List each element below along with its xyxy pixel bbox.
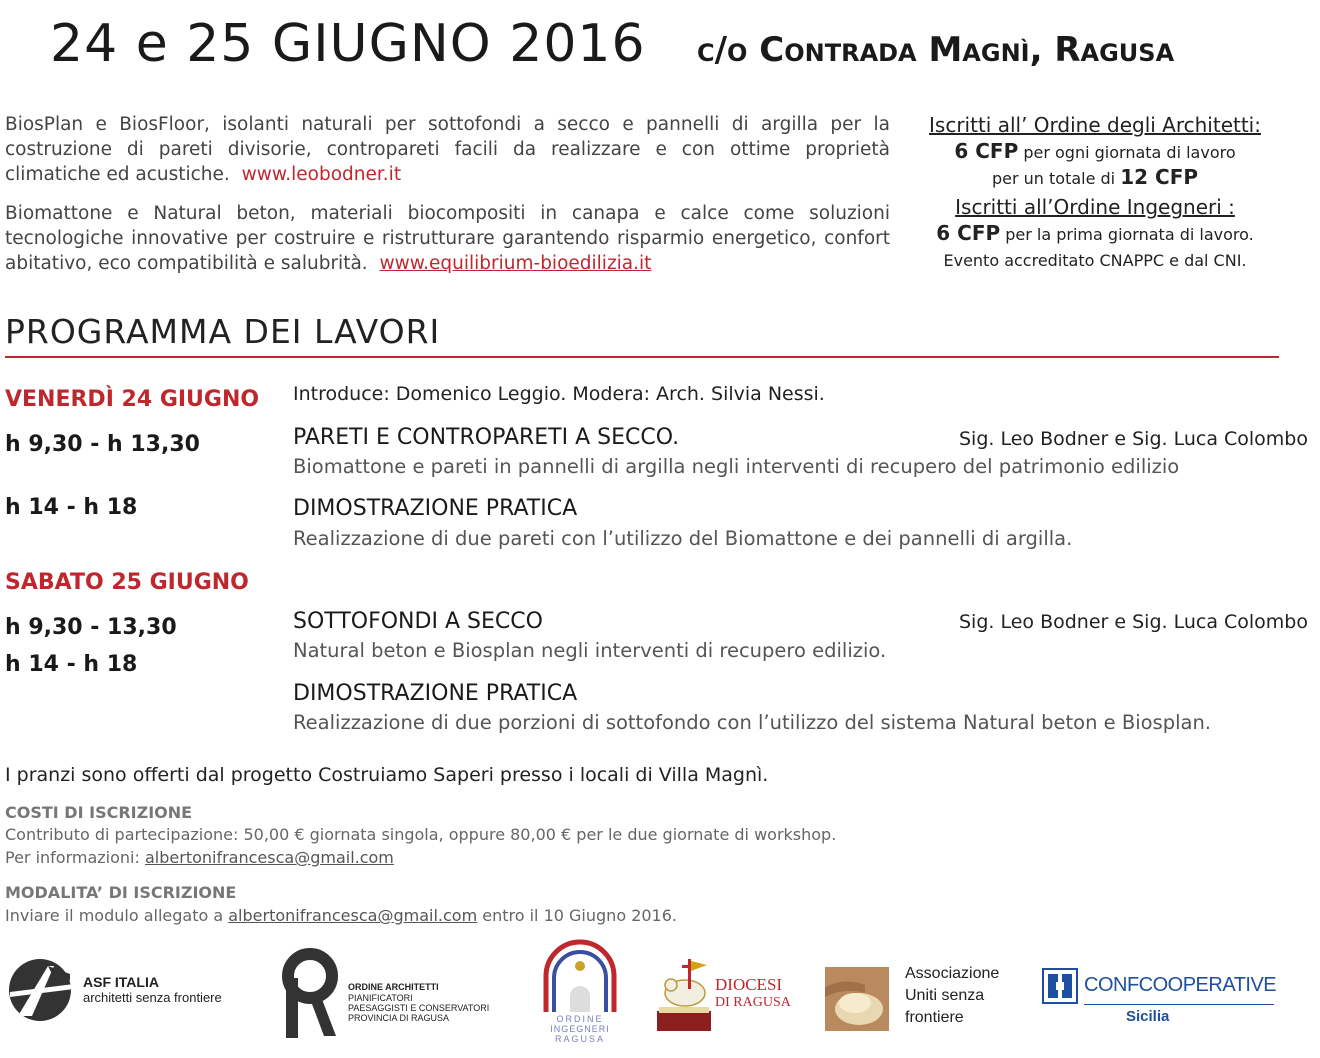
oa-line4: PROVINCIA DI RAGUSA [348,1013,450,1023]
ing-line2: INGEGNERI [550,1024,610,1034]
day2-speaker1: Sig. Leo Bodner e Sig. Luca Colombo [958,611,1308,633]
day2-desc1: Natural beton e Biosplan negli interventi di recupero edilizio. [293,639,887,662]
architects-mark-icon [280,948,340,1040]
event-location: c/o Contrada Magnì, Ragusa [697,30,1175,70]
day1-intro: Introduce: Domenico Leggio. Modera: Arch. Silvia Nessi. [293,383,825,405]
intro-paragraph-2 [5,201,890,276]
ing-line1: ORDINE [556,1014,604,1024]
architects-cfp: 6 CFP [954,139,1019,163]
registration-pre: Inviare il modulo allegato a [5,906,224,925]
registration-title: MODALITA’ DI ISCRIZIONE [5,883,237,902]
architects-total-label: per un totale di [991,169,1116,188]
diocesi-crest-icon [655,955,715,1035]
auf-line1: Associazione [905,965,1000,982]
engineers-cfp: 6 CFP [936,221,1001,245]
architects-cfp-desc: per ogni giornata di lavoro [1023,143,1236,162]
architects-title: Iscritti all’ Ordine degli Architetti: [929,113,1261,137]
conf-line2: Sicilia [1126,1008,1170,1025]
oa-line3: PAESAGGISTI E CONSERVATORI [348,1003,490,1013]
auf-line3: frontiere [905,1009,964,1026]
day2-topic2: DIMOSTRAZIONE PRATICA [293,681,578,706]
costs-text: Contributo di partecipazione: 50,00 € giornata singola, oppure 80,00 € per le due giornate di workshop. [5,825,837,844]
registration-line [5,906,677,925]
engineers-cfp-desc: per la prima giornata di lavoro. [1005,225,1254,244]
asf-tagline: architetti senza frontiere [83,990,222,1005]
accreditation-note: Evento accreditato CNAPPC e dal CNI. [943,251,1247,270]
day1-label: VENERDÌ 24 GIUGNO [5,387,260,412]
day1-speaker1: Sig. Leo Bodner e Sig. Luca Colombo [958,428,1308,450]
confcoop-mark-icon [1042,968,1078,1004]
oa-line2: PIANIFICATORI [348,993,413,1003]
diocesi-line2: DI RAGUSA [715,995,791,1010]
architects-total: 12 CFP [1120,165,1199,189]
leobodner-link[interactable]: www.leobodner.it [241,164,402,185]
ordine-ingegneri-logo [540,936,620,1048]
cfp-info [900,113,1290,270]
confcooperative-logo [1040,966,1280,1028]
info-label: Per informazioni: [5,848,140,867]
info-line [5,848,394,867]
engineers-title: Iscritti all’Ordine Ingegneri : [955,195,1235,219]
registration-email-link[interactable]: albertonifrancesca@gmail.com [228,906,478,925]
intro-paragraph-1 [5,112,890,187]
day2-time2: h 14 - h 18 [5,652,138,677]
day1-desc1: Biomattone e pareti in pannelli di argilla negli interventi di recupero del patrimonio edilizio [293,455,1180,478]
uniti-senza-frontiere-logo [825,965,1025,1033]
intro-text-1: BiosPlan e BiosFloor, isolanti naturali per sottofondi a secco e pannelli di argilla per la costruzione di pareti divisorie, contropareti facili da realizzare e con ottime proprietà climatiche ed acustiche. [5,114,890,185]
day1-time2: h 14 - h 18 [5,495,138,520]
info-email-link[interactable]: albertonifrancesca@gmail.com [144,848,394,867]
day2-topic1: SOTTOFONDI A SECCO [293,609,543,634]
day1-topic1: PARETI E CONTROPARETI A SECCO. [293,425,680,450]
day2-label: SABATO 25 GIUGNO [5,570,249,595]
diocesi-line1: DIOCESI [715,975,783,994]
lunch-note: I pranzi sono offerti dal progetto Costruiamo Saperi presso i locali di Villa Magnì. [5,764,769,786]
day1-topic2: DIMOSTRAZIONE PRATICA [293,496,578,521]
hands-icon [825,967,889,1031]
program-title: PROGRAMMA DEI LAVORI [5,312,441,351]
section-divider [5,356,1279,358]
asf-name: ASF ITALIA [83,974,159,990]
oa-title: ORDINE ARCHITETTI [348,982,439,992]
day2-time1: h 9,30 - 13,30 [5,615,177,640]
ordine-architetti-logo [280,948,495,1043]
day1-time1: h 9,30 - h 13,30 [5,432,200,457]
ingegneri-arch-icon [540,936,620,1014]
asf-italia-logo [8,958,268,1028]
hands-photo [825,967,889,1031]
conf-line1: CONFCOOPERATIVE [1084,974,1277,996]
conf-divider [1084,1004,1274,1005]
intro-text-2: Biomattone e Natural beton, materiali biocompositi in canapa e calce come soluzioni tecnologiche innovative per costruire e ristrutturare garantendo risparmio energetico, confort abitativo, eco compatibilità e salubrità. [5,203,890,274]
diocesi-logo [655,955,800,1035]
equilibrium-link[interactable]: www.equilibrium-bioedilizia.it [379,253,652,274]
auf-line2: Uniti senza [905,987,985,1004]
event-date: 24 e 25 GIUGNO 2016 [50,14,646,74]
registration-post: entro il 10 Giugno 2016. [482,906,677,925]
day1-desc2: Realizzazione di due pareti con l’utilizzo del Biomattone e dei pannelli di argilla. [293,527,1073,550]
asf-mark-icon [8,958,78,1028]
day2-desc2: Realizzazione di due porzioni di sottofondo con l’utilizzo del sistema Natural beton e Biosplan. [293,711,1212,734]
ing-line3: RAGUSA [554,1034,605,1044]
costs-title: COSTI DI ISCRIZIONE [5,803,193,822]
